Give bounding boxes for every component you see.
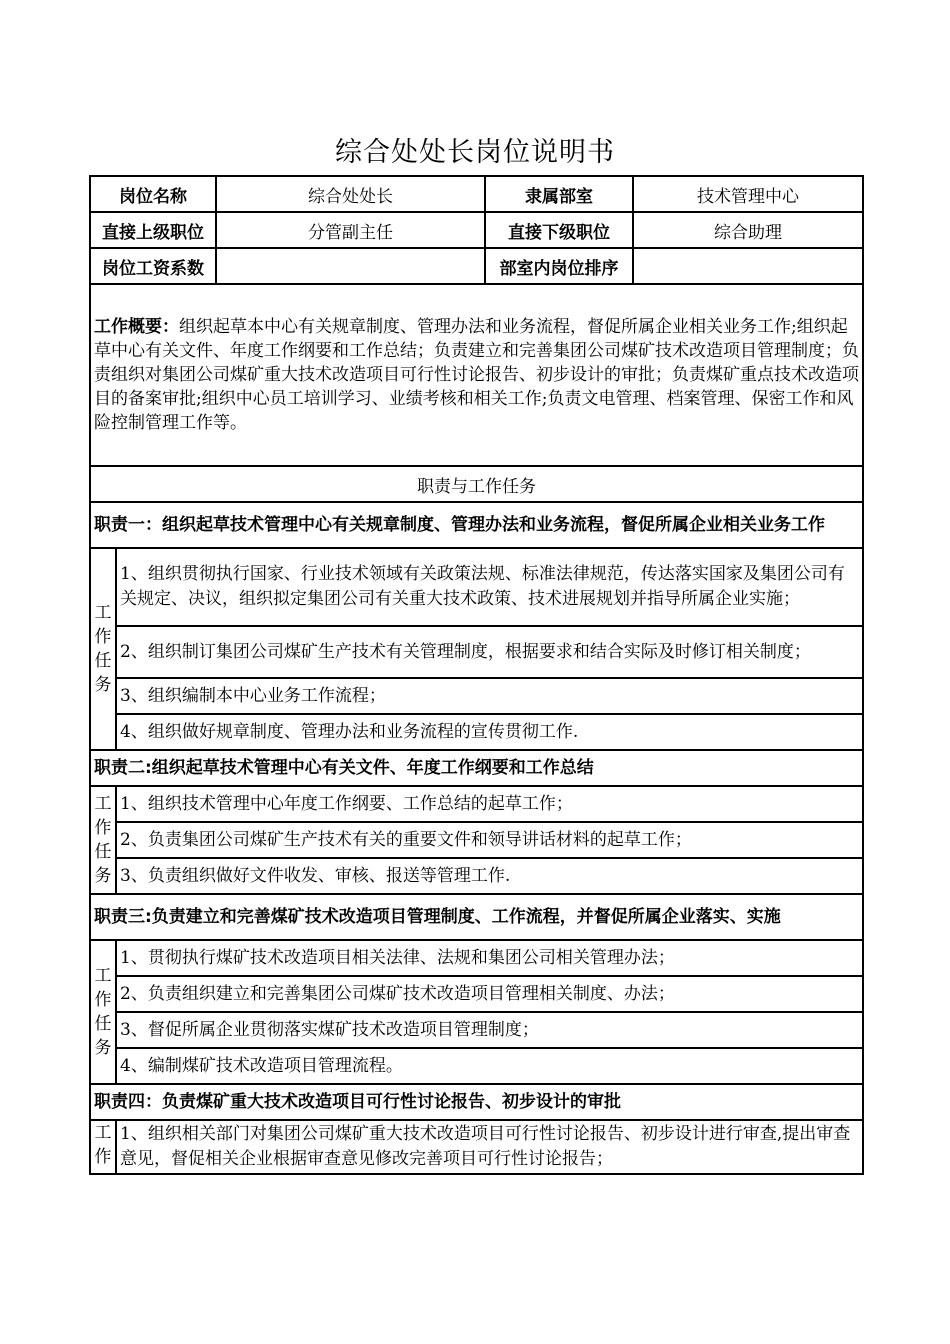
side-char: 任 (94, 842, 112, 862)
dept-label: 隶属部室 (485, 176, 633, 212)
duty-title: 职责三:负责建立和完善煤矿技术改造项目管理制度、工作流程，并督促所属企业落实、实施 (90, 894, 863, 940)
document-title: 综合处处长岗位说明书 (335, 137, 615, 168)
superior-value: 分管副主任 (216, 212, 485, 248)
subordinate-value: 综合助理 (633, 212, 863, 248)
salary-label: 岗位工资系数 (90, 248, 216, 284)
task-item: 1、组织技术管理中心年度工作纲要、工作总结的起草工作； (116, 786, 863, 822)
side-char: 工 (94, 794, 112, 814)
task-item: 3、督促所属企业贯彻落实煤矿技术改造项目管理制度； (116, 1012, 863, 1048)
rank-label: 部室内岗位排序 (485, 248, 633, 284)
work-summary (90, 284, 863, 466)
task-item: 1、贯彻执行煤矿技术改造项目相关法律、法规和集团公司相关管理办法； (116, 940, 863, 976)
side-char: 作 (94, 990, 112, 1010)
task-item: 4、编制煤矿技术改造项目管理流程。 (116, 1048, 863, 1084)
summary-label: 工作概要： (94, 317, 179, 337)
task-item: 1、组织相关部门对集团公司煤矿重大技术改造项目可行性讨论报告、初步设计进行审查,提出审查意见，督促相关企业根据审查意见修改完善项目可行性讨论报告； (116, 1120, 863, 1174)
post-name-value: 综合处处长 (216, 176, 485, 212)
side-char: 务 (94, 1038, 112, 1058)
task-side-label (90, 940, 116, 1084)
side-char: 工 (94, 966, 112, 986)
subordinate-label: 直接下级职位 (485, 212, 633, 248)
duty-title: 职责四：负责煤矿重大技术改造项目可行性讨论报告、初步设计的审批 (90, 1084, 863, 1120)
summary-text: 组织起草本中心有关规章制度、管理办法和业务流程，督促所属企业相关业务工作;组织起草中心有关文件、年度工作纲要和工作总结；负责建立和完善集团公司煤矿技术改造项目管理制度；负责组织对集团公司煤矿重大技术改造项目可行性讨论报告、初步设计的审批；负责煤矿重点技术改造项目的备案审批;组织中心员工培训学习、业绩考核和相关工作;负责文电管理、档案管理、保密工作和风险控制管理工作等。 (94, 317, 859, 433)
section-title: 职责与工作任务 (90, 466, 863, 502)
task-item: 3、组织编制本中心业务工作流程； (116, 678, 863, 714)
task-item: 2、负责集团公司煤矿生产技术有关的重要文件和领导讲话材料的起草工作； (116, 822, 863, 858)
salary-value (216, 248, 485, 284)
side-char: 务 (94, 675, 112, 695)
job-description-table (89, 175, 864, 1175)
task-item: 1、组织贯彻执行国家、行业技术领域有关政策法规、标准法律规范，传达落实国家及集团公司有关规定、决议，组织拟定集团公司有关重大技术政策、技术进展规划并指导所属企业实施； (116, 548, 863, 626)
task-side-label (90, 786, 116, 894)
duty-title: 职责二:组织起草技术管理中心有关文件、年度工作纲要和工作总结 (90, 750, 863, 786)
task-item: 2、组织制订集团公司煤矿生产技术有关管理制度，根据要求和结合实际及时修订相关制度； (116, 626, 863, 678)
side-char: 作 (94, 818, 112, 838)
side-char: 工 (94, 603, 112, 623)
side-char: 作 (94, 1147, 112, 1167)
side-char: 务 (94, 866, 112, 886)
post-name-label: 岗位名称 (90, 176, 216, 212)
side-char: 任 (94, 651, 112, 671)
task-item: 2、负责组织建立和完善集团公司煤矿技术改造项目管理相关制度、办法； (116, 976, 863, 1012)
dept-value: 技术管理中心 (633, 176, 863, 212)
task-side-label (90, 548, 116, 750)
side-char: 作 (94, 627, 112, 647)
superior-label: 直接上级职位 (90, 212, 216, 248)
task-side-label (90, 1120, 116, 1174)
duty-title: 职责一：组织起草技术管理中心有关规章制度、管理办法和业务流程，督促所属企业相关业务工作 (90, 502, 863, 548)
side-char: 工 (94, 1123, 112, 1143)
task-item: 3、负责组织做好文件收发、审核、报送等管理工作. (116, 858, 863, 894)
side-char: 任 (94, 1014, 112, 1034)
rank-value (633, 248, 863, 284)
task-item: 4、组织做好规章制度、管理办法和业务流程的宣传贯彻工作. (116, 714, 863, 750)
